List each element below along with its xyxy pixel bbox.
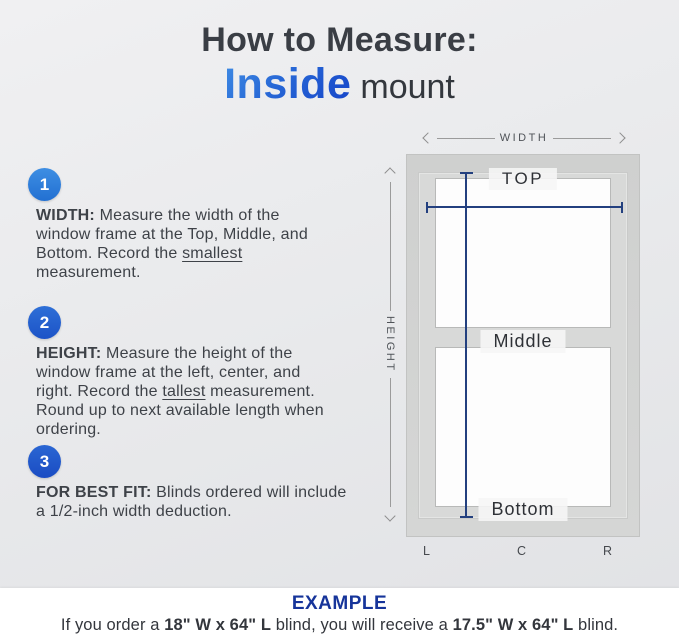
arrow-down-icon: [384, 510, 395, 521]
width-arrow: [424, 131, 624, 145]
arrow-up-icon: [384, 167, 395, 178]
title-line1: How to Measure:: [201, 21, 478, 59]
measure-tick: [460, 516, 473, 518]
step-1-number-badge: 1: [28, 168, 61, 201]
marker-center: C: [516, 544, 528, 558]
step-3-number-badge: 3: [28, 445, 61, 478]
width-arrow-label: WIDTH: [499, 132, 549, 144]
width-measure-line: [427, 206, 622, 208]
step-2-line: window frame at the left, center, and: [36, 364, 301, 381]
step-1-line: Bottom. Record the smallest: [36, 245, 243, 262]
height-arrow: [382, 169, 398, 520]
arrow-right-icon: [614, 132, 625, 143]
middle-measure-label: Middle: [480, 330, 565, 353]
window-pane-top: [435, 178, 611, 328]
step-1-line: window frame at the Top, Middle, and: [36, 226, 308, 243]
height-arrow-label: HEIGHT: [384, 316, 396, 373]
measure-tick: [426, 202, 428, 213]
example-section: [0, 588, 679, 642]
window-pane-bottom: [435, 347, 611, 507]
step-3-line: a 1/2-inch width deduction.: [36, 503, 232, 520]
step-1-line: measurement.: [36, 264, 141, 281]
step-2-number-badge: 2: [28, 306, 61, 339]
arrow-line: [390, 378, 391, 507]
arrow-left-icon: [422, 132, 433, 143]
step-2-line: right. Record the tallest measurement.: [36, 383, 315, 400]
height-measure-line: [465, 173, 467, 517]
marker-right: R: [602, 544, 614, 558]
measure-tick: [460, 172, 473, 174]
arrow-line: [437, 138, 495, 139]
bottom-measure-label: Bottom: [478, 498, 567, 521]
arrow-line: [390, 182, 391, 311]
title-mount: mount: [360, 68, 455, 107]
step-1-line: WIDTH: Measure the width of the: [36, 207, 280, 224]
marker-left: L: [423, 544, 431, 558]
step-2-line: Round up to next available length when: [36, 402, 324, 419]
top-measure-label: TOP: [489, 168, 557, 190]
title-highlight-inside: Inside: [224, 60, 352, 109]
step-2-line: HEIGHT: Measure the height of the: [36, 345, 293, 362]
step-3-line: FOR BEST FIT: Blinds ordered will include: [36, 484, 347, 501]
example-heading: EXAMPLE: [291, 593, 388, 614]
arrow-line: [553, 138, 611, 139]
measure-tick: [621, 202, 623, 213]
step-2-line: ordering.: [36, 421, 101, 438]
example-sentence: If you order a 18" W x 64" L blind, you will receive a 17.5" W x 64" L blind.: [60, 616, 619, 634]
